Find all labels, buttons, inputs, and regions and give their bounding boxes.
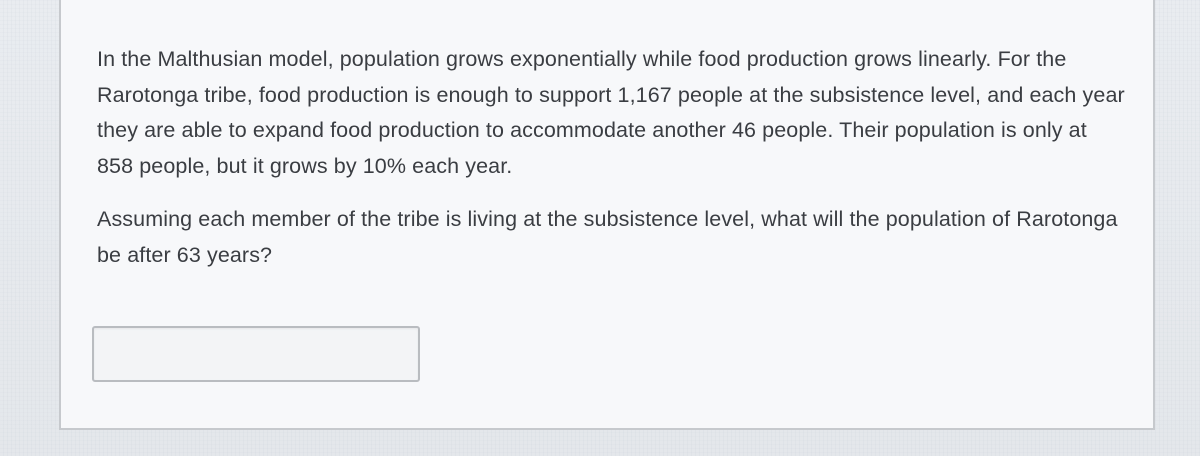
question-card <box>59 0 1155 430</box>
question-text <box>97 42 1127 273</box>
question-paragraph-1: In the Malthusian model, population grows exponentially while food production grows linearly. For the Rarotonga tribe, food production is enough to support 1,167 people at the subsistence level, and each year they are able to expand food production to accommodate another 46 people. Their population is only at 858 people, but it grows by 10% each year. <box>97 47 1125 178</box>
question-paragraph-2: Assuming each member of the tribe is living at the subsistence level, what will the population of Rarotonga be after 63 years? <box>97 207 1118 267</box>
answer-input[interactable] <box>92 326 420 382</box>
